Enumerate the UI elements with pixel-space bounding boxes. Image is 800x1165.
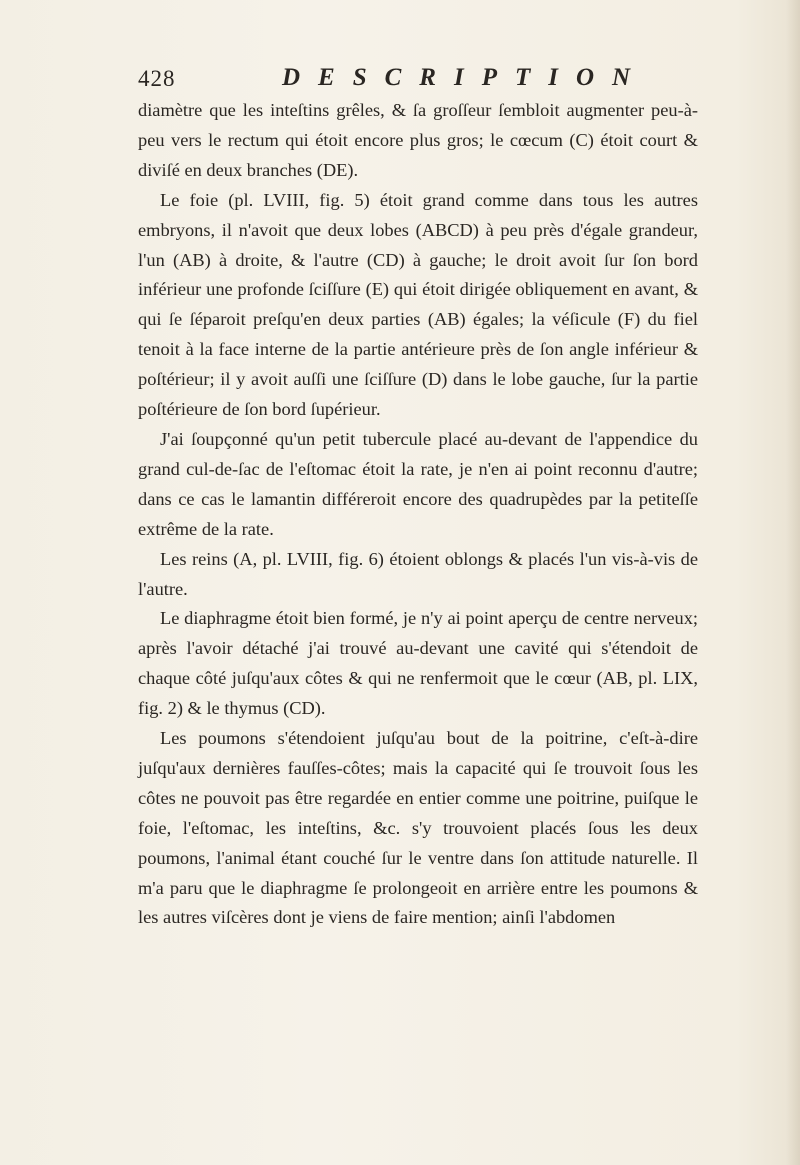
paragraph: diamètre que les inteſtins grêles, & ſa groſſeur ſembloit augmenter peu-à-peu vers le rectum qui étoit encore plus gros; le cœcum (C) étoit court & diviſé en deux branches (DE). — [138, 100, 698, 180]
body-text — [138, 96, 698, 933]
page-number: 428 — [138, 66, 176, 91]
paragraph: Le foie (pl. LVIII, fig. 5) étoit grand comme dans tous les autres embryons, il n'avoit que deux lobes (ABCD) à peu près d'égale grandeur, l'un (AB) à droite, & l'autre (CD) à gauche; le droit avoit ſur ſon bord inférieur une profonde ſciſſure (E) qui étoit dirigée obliquement en avant, & qui ſe ſéparoit preſqu'en deux parties (AB) égales; la véſicule (F) du fiel tenoit à la face interne de la partie antérieure près de ſon angle inférieur & poſtérieur; il y avoit auſſi une ſciſſure (D) dans le lobe gauche, ſur la partie poſtérieure de ſon bord ſupérieur. — [138, 189, 698, 420]
paragraph: Les reins (A, pl. LVIII, fig. 6) étoient oblongs & placés l'un vis-à-vis de l'autre. — [138, 548, 698, 599]
paragraph: Le diaphragme étoit bien formé, je n'y ai point aperçu de centre nerveux; après l'avoir détaché j'ai trouvé au-devant une cavité qui s'étendoit de chaque côté juſqu'aux côtes & qui ne renfermoit que le cœur (AB, pl. LIX, fig. 2) & le thymus (CD). — [138, 608, 698, 719]
page-header — [138, 66, 698, 100]
page-edge-shadow — [786, 0, 800, 1165]
running-head: DESCRIPTION — [282, 64, 649, 91]
paragraph: Les poumons s'étendoient juſqu'au bout de la poitrine, c'eſt-à-dire juſqu'aux dernières fauſſes-côtes; mais la capacité qui ſe trouvoit ſous les côtes ne pouvoit pas être regardée en entier comme une poitrine, puiſque le foie, l'eſtomac, les inteſtins, &c. s'y trouvoient placés ſous les deux poumons, l'animal étant couché ſur le ventre dans ſon attitude naturelle. Il m'a paru que le diaphragme ſe prolongeoit en arrière entre les poumons & les autres viſcères dont je viens de faire mention; ainſi l'abdomen — [138, 728, 698, 928]
paragraph: J'ai ſoupçonné qu'un petit tubercule placé au-devant de l'appendice du grand cul-de-ſac de l'eſtomac étoit la rate, je n'en ai point reconnu d'autre; dans ce cas le lamantin différeroit encore des quadrupèdes par la petiteſſe extrême de la rate. — [138, 428, 698, 539]
